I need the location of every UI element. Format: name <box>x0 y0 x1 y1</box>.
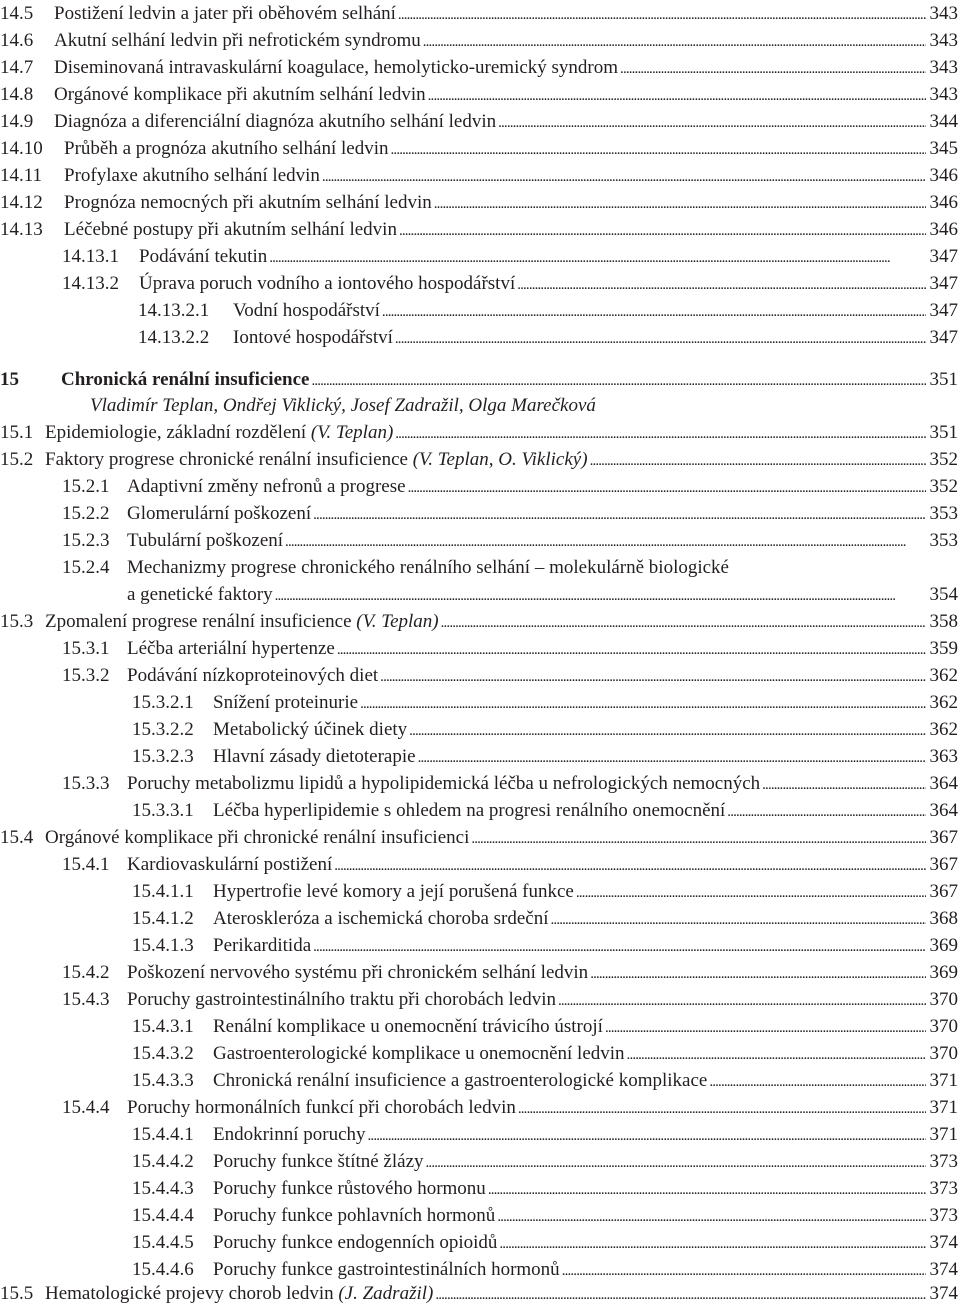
entry-page: 367 <box>929 881 958 902</box>
entry-title: Poruchy funkce pohlavních hormonů <box>213 1205 496 1226</box>
leader-dots <box>409 716 925 745</box>
entry-title: Léčebné postupy při akutním selhání ledvin <box>64 219 397 240</box>
entry-page: 374 <box>929 1232 958 1253</box>
toc-entry <box>132 1175 958 1202</box>
entry-page: 364 <box>929 773 958 794</box>
entry-number: 15.2.3 <box>62 530 110 551</box>
entry-page: 346 <box>929 219 958 240</box>
toc-entry <box>138 324 958 351</box>
entry-title: Epidemiologie, základní rozdělení (V. Teplan) <box>45 422 394 443</box>
leader-dots <box>275 581 926 610</box>
leader-dots <box>368 1121 926 1150</box>
leader-dots <box>311 366 925 395</box>
toc-entry <box>0 108 958 135</box>
entry-number: 15.4.4.2 <box>132 1151 194 1172</box>
entry-number: 15.4.1.1 <box>132 881 194 902</box>
leader-dots <box>605 1013 926 1042</box>
entry-page: 347 <box>929 327 958 348</box>
toc-entry <box>132 716 958 743</box>
entry-number: 15.4.3.1 <box>132 1016 194 1037</box>
leader-dots <box>285 527 925 556</box>
entry-page: 369 <box>929 962 958 983</box>
leader-dots <box>727 797 925 826</box>
entry-title: Gastroenterologické komplikace u onemocnění ledvin <box>213 1043 625 1064</box>
leader-dots <box>408 473 926 502</box>
entry-number: 14.13.2.2 <box>138 327 210 348</box>
entry-number: 15.3.2 <box>62 665 110 686</box>
toc-entry <box>0 189 958 216</box>
entry-number: 15.2.2 <box>62 503 110 524</box>
entry-title: Hematologické projevy chorob ledvin (J. Zadražil) <box>45 1283 434 1304</box>
entry-title: Diseminovaná intravaskulární koagulace, hemolyticko-uremický syndrom <box>54 57 619 78</box>
leader-dots <box>471 824 925 853</box>
leader-dots <box>391 135 926 164</box>
entry-number: 15.5 <box>0 1283 34 1304</box>
entry-number: 14.9 <box>0 111 34 132</box>
entry-title: Průběh a prognóza akutního selhání ledvin <box>64 138 389 159</box>
entry-number: 15.3.2.3 <box>132 746 194 767</box>
entry-number: 15.4.3.2 <box>132 1043 194 1064</box>
entry-number: 15.4.2 <box>62 962 110 983</box>
entry-page: 362 <box>929 719 958 740</box>
entry-title: a genetické faktory <box>127 584 273 605</box>
entry-page: 346 <box>929 165 958 186</box>
leader-dots <box>497 1202 925 1231</box>
toc-entry <box>132 1148 958 1175</box>
entry-title: Metabolický účinek diety <box>213 719 408 740</box>
leader-dots <box>313 932 925 961</box>
entry-page: 370 <box>929 1016 958 1037</box>
entry-number: 15.4.1.3 <box>132 935 194 956</box>
leader-dots <box>398 0 926 29</box>
toc-entry <box>62 473 958 500</box>
entry-title: Poruchy gastrointestinálního traktu při chorobách ledvin <box>127 989 556 1010</box>
toc-entry <box>62 770 958 797</box>
toc-entry-continuation <box>127 581 958 608</box>
leader-dots <box>762 770 925 799</box>
entry-page: 352 <box>929 476 958 497</box>
entry-title: Diagnóza a diferenciální diagnóza akutního selhání ledvin <box>54 111 497 132</box>
entry-page: 373 <box>929 1178 958 1199</box>
toc-entry <box>0 608 958 635</box>
entry-number: 15.4.3.3 <box>132 1070 194 1091</box>
entry-title: Podávání nízkoproteinových diet <box>127 665 379 686</box>
toc-entry <box>0 824 958 851</box>
toc-entry <box>62 959 958 986</box>
entry-number: 15.4.4.1 <box>132 1124 194 1145</box>
entry-page: 351 <box>929 422 958 443</box>
toc-entry <box>132 1256 958 1283</box>
leader-dots <box>620 54 925 83</box>
leader-dots <box>590 959 925 988</box>
entry-page: 354 <box>929 584 958 605</box>
entry-page: 352 <box>929 449 958 470</box>
entry-page: 346 <box>929 192 958 213</box>
entry-title: Úprava poruch vodního a iontového hospodářství <box>139 273 516 294</box>
leader-dots <box>576 878 926 907</box>
entry-title: Orgánové komplikace při akutním selhání ledvin <box>54 84 426 105</box>
entry-title: Léčba hyperlipidemie s ohledem na progresi renálního onemocnění <box>213 800 726 821</box>
entry-title: Poškození nervového systému při chronickém selhání ledvin <box>127 962 589 983</box>
entry-number: 14.7 <box>0 57 34 78</box>
toc-entry <box>0 446 958 473</box>
entry-author: (V. Teplan, O. Viklický) <box>412 449 588 470</box>
toc-entry <box>62 986 958 1013</box>
entry-title: Poruchy funkce štítné žlázy <box>213 1151 424 1172</box>
entry-number: 14.8 <box>0 84 34 105</box>
entry-page: 362 <box>929 692 958 713</box>
entry-title: Tubulární poškození <box>127 530 284 551</box>
entry-page: 343 <box>929 84 958 105</box>
leader-dots <box>269 243 925 272</box>
entry-page: 347 <box>929 300 958 321</box>
leader-dots <box>360 689 925 718</box>
toc-entry <box>62 1094 958 1121</box>
entry-number: 15.4.4.3 <box>132 1178 194 1199</box>
entry-title: Iontové hospodářství <box>233 327 393 348</box>
leader-dots <box>551 905 926 934</box>
toc-entry <box>0 54 958 81</box>
toc-entry <box>132 1040 958 1067</box>
entry-page: 373 <box>929 1205 958 1226</box>
entry-number: 15.2 <box>0 449 34 470</box>
entry-number: 14.6 <box>0 30 34 51</box>
entry-page: 343 <box>929 30 958 51</box>
toc-entry <box>132 905 958 932</box>
entry-page: 343 <box>929 57 958 78</box>
leader-dots <box>382 297 926 326</box>
toc-entry <box>62 243 958 270</box>
toc-entry <box>62 635 958 662</box>
chapter-authors: Vladimír Teplan, Ondřej Viklický, Josef Zadražil, Olga Marečková <box>90 395 596 416</box>
leader-dots <box>498 108 925 137</box>
toc-entry <box>62 554 729 581</box>
entry-page: 370 <box>929 1043 958 1064</box>
entry-number: 15.4.4.5 <box>132 1232 194 1253</box>
entry-title: Poruchy metabolizmu lipidů a hypolipidemická léčba u nefrologických nemocných <box>127 773 761 794</box>
leader-dots <box>517 270 925 299</box>
entry-title: Endokrinní poruchy <box>213 1124 366 1145</box>
entry-title: Chronická renální insuficience a gastroenterologické komplikace <box>213 1070 708 1091</box>
entry-number: 14.10 <box>0 138 43 159</box>
entry-page: 374 <box>929 1259 958 1280</box>
entry-title: Akutní selhání ledvin při nefrotickém syndromu <box>54 30 421 51</box>
entry-title: Ateroskleróza a ischemická choroba srdeční <box>213 908 549 929</box>
entry-page: 371 <box>929 1070 958 1091</box>
entry-number: 15.4.4.6 <box>132 1259 194 1280</box>
entry-title: Hypertrofie levé komory a její porušená funkce <box>213 881 574 902</box>
entry-title: Perikarditida <box>213 935 312 956</box>
toc-entry <box>62 500 958 527</box>
entry-page: 364 <box>929 800 958 821</box>
leader-dots <box>709 1067 925 1096</box>
entry-page: 368 <box>929 908 958 929</box>
chapter-heading <box>0 366 958 393</box>
entry-author: (V. Teplan) <box>310 422 394 443</box>
toc-entry <box>0 0 958 27</box>
leader-dots <box>418 743 926 772</box>
entry-title: Prognóza nemocných při akutním selhání ledvin <box>64 192 432 213</box>
entry-title: Léčba arteriální hypertenze <box>127 638 335 659</box>
entry-number: 15.4.4.4 <box>132 1205 194 1226</box>
leader-dots <box>499 1229 925 1258</box>
toc-entry <box>132 878 958 905</box>
entry-number: 15.2.4 <box>62 557 110 578</box>
entry-page: 359 <box>929 638 958 659</box>
entry-page: 358 <box>929 611 958 632</box>
leader-dots <box>322 162 926 191</box>
entry-title: Mechanizmy progrese chronického renálního selhání – molekulárně biologické <box>127 557 729 578</box>
entry-title: Faktory progrese chronické renální insuficience (V. Teplan, O. Viklický) <box>45 449 588 470</box>
toc-entry <box>0 216 958 243</box>
entry-number: 14.13.2 <box>62 273 119 294</box>
entry-title: Postižení ledvin a jater při oběhovém selhání <box>54 3 396 24</box>
entry-page: 347 <box>929 246 958 267</box>
entry-title: Adaptivní změny nefronů a progrese <box>127 476 406 497</box>
entry-title: Poruchy funkce růstového hormonu <box>213 1178 486 1199</box>
entry-number: 15.3.3.1 <box>132 800 194 821</box>
entry-number: 14.12 <box>0 192 43 213</box>
entry-number: 15.3 <box>0 611 34 632</box>
entry-title: Orgánové komplikace při chronické renální insuficienci <box>45 827 470 848</box>
entry-title: Zpomalení progrese renální insuficience (V. Teplan) <box>45 611 439 632</box>
entry-page: 374 <box>929 1283 958 1304</box>
chapter-number: 15 <box>0 369 19 390</box>
entry-number: 15.2.1 <box>62 476 110 497</box>
toc-entry <box>62 527 958 554</box>
toc-entry <box>132 797 958 824</box>
entry-author: (V. Teplan) <box>356 611 439 632</box>
leader-dots <box>395 419 925 448</box>
leader-dots <box>337 635 926 664</box>
toc-entry <box>62 270 958 297</box>
entry-number: 15.4.4 <box>62 1097 110 1118</box>
entry-number: 15.4.3 <box>62 989 110 1010</box>
toc-entry <box>132 689 958 716</box>
entry-number: 14.13.1 <box>62 246 119 267</box>
entry-title: Poruchy funkce endogenních opioidů <box>213 1232 498 1253</box>
leader-dots <box>558 986 926 1015</box>
entry-page: 343 <box>929 3 958 24</box>
entry-title: Poruchy hormonálních funkcí při chorobách ledvin <box>127 1097 516 1118</box>
leader-dots <box>399 216 926 245</box>
leader-dots <box>313 500 925 529</box>
toc-entry <box>0 81 958 108</box>
entry-page: 353 <box>929 503 958 524</box>
toc-entry <box>132 1121 958 1148</box>
leader-dots <box>395 324 926 353</box>
toc-entry <box>132 1013 958 1040</box>
entry-number: 15.4 <box>0 827 34 848</box>
entry-number: 14.11 <box>0 165 43 186</box>
entry-number: 14.13 <box>0 219 43 240</box>
entry-page: 369 <box>929 935 958 956</box>
toc-entry <box>132 743 958 770</box>
entry-page: 371 <box>929 1097 958 1118</box>
toc-entry <box>62 662 958 689</box>
toc-entry <box>62 851 958 878</box>
entry-number: 15.4.1.2 <box>132 908 194 929</box>
entry-number: 15.4.1 <box>62 854 110 875</box>
leader-dots <box>428 81 926 110</box>
toc-entry <box>132 1202 958 1229</box>
toc-entry <box>0 419 958 446</box>
chapter-title: Chronická renální insuficience <box>61 369 310 390</box>
toc-entry <box>132 1229 958 1256</box>
entry-page: 344 <box>929 111 958 132</box>
entry-page: 345 <box>929 138 958 159</box>
entry-number: 15.3.2.1 <box>132 692 194 713</box>
entry-page: 362 <box>929 665 958 686</box>
leader-dots <box>590 446 926 475</box>
entry-title: Snížení proteinurie <box>213 692 359 713</box>
leader-dots <box>488 1175 926 1204</box>
entry-number: 15.3.3 <box>62 773 110 794</box>
toc-entry <box>132 932 958 959</box>
leader-dots <box>380 662 925 691</box>
entry-page: 353 <box>929 530 958 551</box>
toc-entry <box>0 27 958 54</box>
entry-page: 367 <box>929 827 958 848</box>
leader-dots <box>441 608 926 637</box>
entry-title: Glomerulární poškození <box>127 503 312 524</box>
entry-number: 14.13.2.1 <box>138 300 210 321</box>
entry-number: 15.3.2.2 <box>132 719 194 740</box>
toc-entry <box>0 135 958 162</box>
entry-title: Vodní hospodářství <box>233 300 380 321</box>
entry-page: 363 <box>929 746 958 767</box>
leader-dots <box>627 1040 926 1069</box>
entry-title: Renální komplikace u onemocnění trávicího ústrojí <box>213 1016 603 1037</box>
leader-dots <box>423 27 926 56</box>
leader-dots <box>426 1148 926 1177</box>
toc-entry <box>0 1280 958 1307</box>
entry-title: Profylaxe akutního selhání ledvin <box>64 165 320 186</box>
toc-entry <box>132 1067 958 1094</box>
entry-page: 371 <box>929 1124 958 1145</box>
entry-number: 14.5 <box>0 3 34 24</box>
leader-dots <box>434 189 926 218</box>
entry-page: 347 <box>929 273 958 294</box>
entry-author: (J. Zadražil) <box>338 1283 434 1304</box>
entry-title: Hlavní zásady dietoterapie <box>213 746 416 767</box>
leader-dots <box>518 1094 926 1123</box>
entry-title: Podávání tekutin <box>139 246 268 267</box>
entry-number: 15.1 <box>0 422 34 443</box>
entry-page: 351 <box>929 369 958 390</box>
entry-title: Kardiovaskulární postižení <box>127 854 333 875</box>
entry-title: Poruchy funkce gastrointestinálních hormonů <box>213 1259 560 1280</box>
entry-page: 370 <box>929 989 958 1010</box>
entry-number: 15.3.1 <box>62 638 110 659</box>
entry-page: 373 <box>929 1151 958 1172</box>
entry-page: 367 <box>929 854 958 875</box>
leader-dots <box>435 1280 925 1309</box>
toc-entry <box>138 297 958 324</box>
leader-dots <box>334 851 925 880</box>
toc-entry <box>0 162 958 189</box>
